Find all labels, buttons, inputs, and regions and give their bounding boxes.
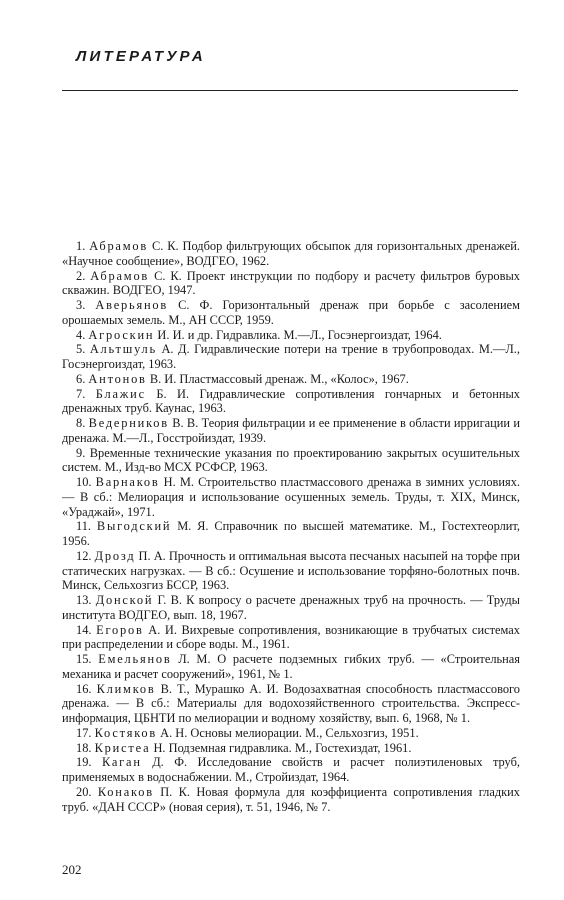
reference-text: И. И. и др. Гидравлика. М.—Л., Госэнергоиздат, 1964. [154,327,442,342]
reference-item [62,372,520,387]
reference-text: А. Д. Гидравлические потери на трение в трубопроводах. М.—Л., Госэнергоиздат, 1963. [62,342,520,371]
reference-number: 15. [76,652,92,666]
reference-item [62,387,520,417]
reference-author: Кристеа [94,740,151,755]
reference-text: П. А. Прочность и оптимальная высота песчаных насыпей на торфе при статических нагрузках. — В сб.: Осушение и использование торфяно-болотных почв. Минск, Сельхозгиз БССР, 1963. [62,548,520,593]
reference-author: Климков [96,681,156,696]
reference-text: Н. М. Строительство пластмассового дренажа в зимних условиях. — В сб.: Мелиорация и использование осушенных земель. Труды, т. XIX, Минск, «Ураджай», 1971. [62,475,520,519]
reference-number: 18. [76,740,92,755]
reference-list [62,239,520,814]
reference-item [62,239,520,269]
reference-item [62,342,520,372]
reference-item [62,269,520,299]
reference-text: М. Я. Справочник по высшей математике. М., Гостехтеорлит, 1956. [62,519,520,548]
reference-number: 5. [76,342,86,357]
reference-item [62,298,520,328]
reference-author: Варнаков [95,475,160,489]
reference-number: 8. [76,416,86,430]
reference-item [62,726,520,741]
reference-number: 20. [76,784,92,799]
reference-number: 16. [76,681,92,696]
reference-number: 7. [76,386,86,401]
reference-item [62,446,520,476]
reference-number: 13. [76,593,92,607]
page-title: ЛИТЕРАТУРА [76,48,206,65]
reference-author: Блажис [95,386,146,401]
page-number: 202 [62,862,82,877]
reference-author: Донской [95,593,154,607]
reference-author: Костяков [94,725,158,740]
reference-text: С. К. Проект инструкции по подбору и расчету фильтров буровых скважин. ВОДГЕО, 1947. [62,268,520,298]
reference-item [62,623,520,653]
reference-author: Емельянов [98,652,172,666]
reference-number: 11. [76,519,92,534]
reference-number: 1. [76,239,86,253]
reference-text: Н. Подземная гидравлика. М., Гостехиздат, 1961. [150,740,412,755]
reference-text: П. К. Новая формула для коэффициента сопротивления гладких труб. «ДАН СССР» (новая серия), т. 51, 1946, № 7. [62,784,520,814]
reference-author: Дрозд [94,548,136,563]
reference-number: 3. [76,298,86,312]
reference-number: 4. [76,327,86,342]
reference-item [62,785,520,815]
title-rule [62,90,518,91]
reference-number: 2. [76,268,86,283]
reference-text: С. К. Подбор фильтрующих обсыпок для горизонтальных дренажей. «Научное сообщение», ВОДГЕО, 1962. [62,239,520,268]
reference-item [62,475,520,519]
reference-item [62,741,520,756]
reference-text: Б. И. Гидравлические сопротивления гончарных и бетонных дренажных труб. Каунас, 1963. [62,386,520,416]
reference-author: Каган [101,755,142,770]
reference-author: Антонов [88,371,147,386]
reference-item [62,416,520,446]
reference-text: Д. Ф. Исследование свойств и расчет полиэтиленовых труб, применяемых в водоснабжении. М., Стройиздат, 1964. [62,755,520,784]
reference-text: В. В. Теория фильтрации и ее применение в области ирригации и дренажа. М.—Л., Госстройиздат, 1939. [62,416,520,445]
reference-number: 6. [76,371,86,386]
reference-item [62,519,520,549]
reference-text: А. Н. Основы мелиорации. М., Сельхозгиз, 1951. [157,725,419,740]
reference-number: 12. [76,548,92,563]
reference-text: С. Ф. Горизонтальный дренаж при борьбе с засолением орошаемых земель. М., АН СССР, 1959. [62,298,520,327]
reference-author: Абрамов [90,268,150,283]
reference-text: Л. М. О расчете подземных гибких труб. — «Строительная механика и расчет сооружений», 1961, № 1. [62,652,520,681]
reference-item [62,682,520,726]
reference-text: А. И. Вихревые сопротивления, возникающие в трубчатых системах при распределении и сборе воды. М., 1961. [62,622,520,652]
reference-number: 14. [76,622,92,637]
reference-text: В. И. Пластмассовый дренаж. М., «Колос», 1967. [146,371,409,386]
reference-number: 17. [76,725,92,740]
reference-text: В. Т., Мурашко А. И. Водозахватная способность пластмассового дренажа. — В сб.: Материалы для водохозяйственного строительства. Экспресс-информация, ЦБНТИ по мелиорации и водному хозяйству, вып. 6, 1968, № 1. [62,681,520,725]
reference-author: Агроскин [88,327,155,342]
reference-number: 10. [76,475,92,489]
reference-item [62,652,520,682]
reference-item [62,328,520,343]
reference-author: Аверьянов [95,298,169,312]
reference-author: Конаков [97,784,154,799]
reference-number: 19. [76,755,92,770]
reference-item [62,593,520,623]
reference-text: Г. В. К вопросу о расчете дренажных труб на прочность. — Труды института ВОДГЕО, вып. 18, 1967. [62,593,520,622]
reference-author: Выгодский [96,519,172,534]
reference-number: 9. [76,445,86,460]
reference-item [62,549,520,593]
reference-author: Егоров [96,622,144,637]
reference-text: Временные технические указания по проектированию закрытых осушительных систем. М., Изд-во МСХ РСФСР, 1963. [62,445,520,475]
reference-author: Альтшуль [89,342,157,357]
reference-author: Абрамов [89,239,149,253]
reference-item [62,755,520,785]
reference-author: Ведерников [88,416,169,430]
